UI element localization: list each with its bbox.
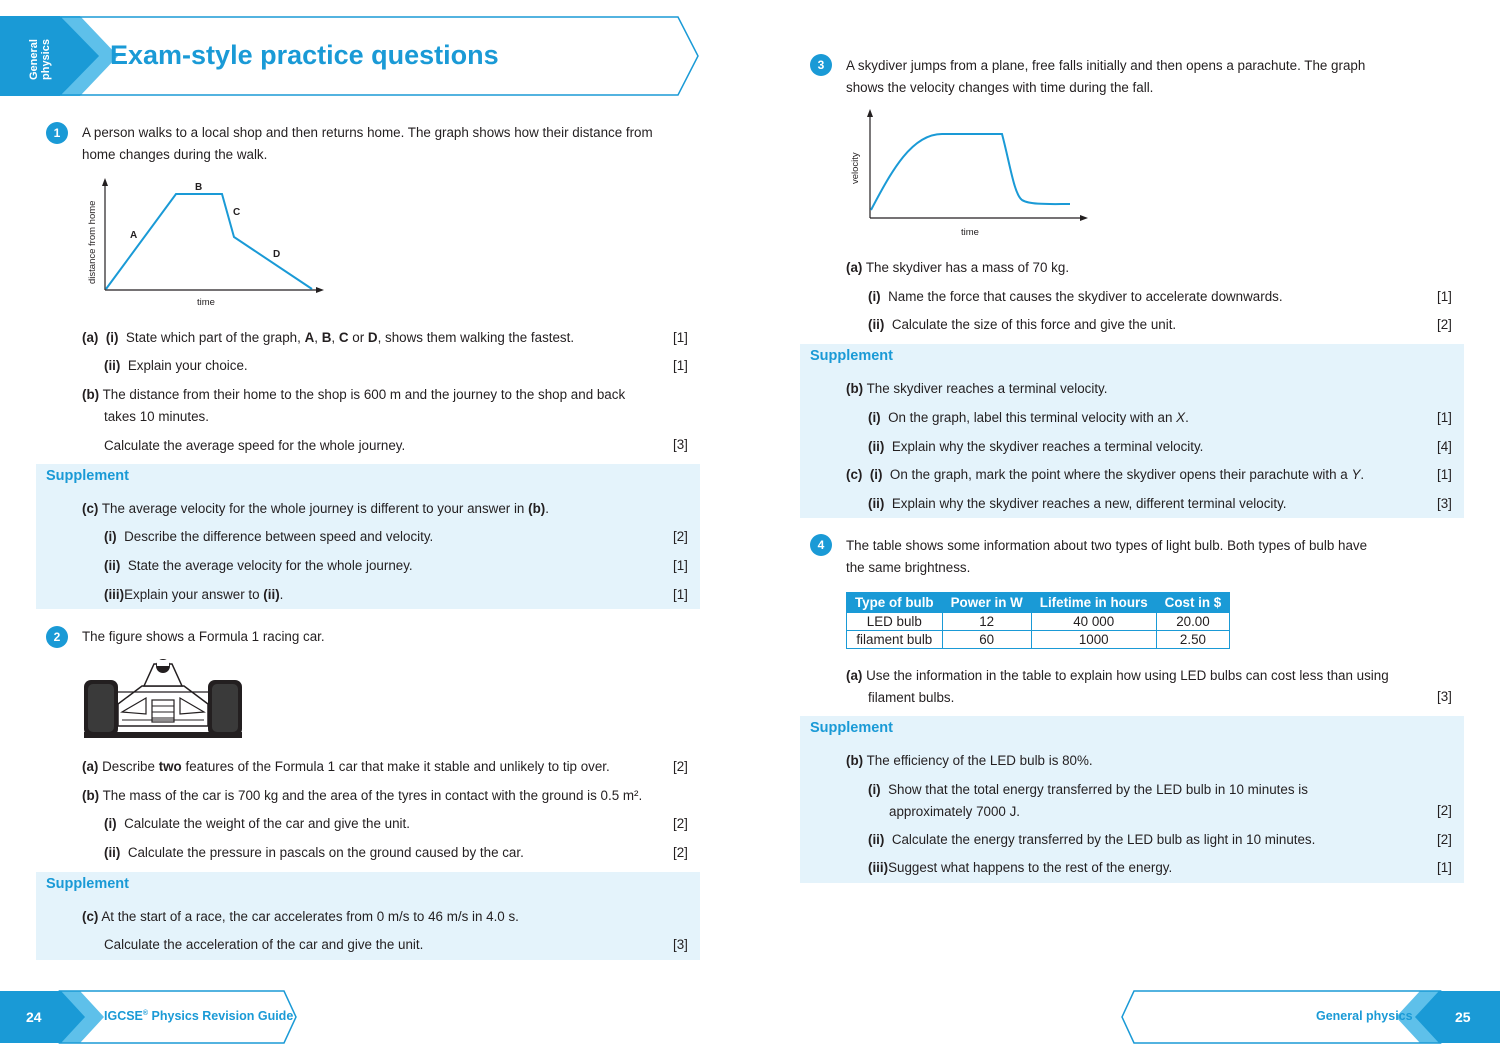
q1-aii-label: (ii) [104, 358, 121, 373]
table-cell: 60 [942, 631, 1031, 649]
q2-a-mark: [2] [673, 759, 688, 774]
q3-c-ii [868, 493, 1287, 515]
q1-ai-mark: [1] [673, 330, 688, 345]
q3-graph-ylabel: velocity [850, 152, 861, 184]
q1-intro [82, 122, 692, 166]
q3-bi-label: (i) [868, 410, 881, 425]
q4-bii-text: Calculate the energy transferred by the LED bulb as light in 10 minutes. [891, 832, 1316, 847]
q1-c-label: (c) [82, 501, 99, 516]
q3-cii-label: (ii) [868, 496, 885, 511]
chapter-tab [26, 30, 60, 86]
q1-graph-label-a: A [130, 230, 138, 241]
q4-intro [846, 535, 1446, 579]
q3-bii-label: (ii) [868, 439, 885, 454]
q1-aii-mark: [1] [673, 358, 688, 373]
q1-c-i [104, 526, 433, 548]
q3-ci-text: On the graph, mark the point where the skydiver opens their parachute with a [889, 467, 1348, 482]
q4-bi-mark: [2] [1437, 803, 1452, 818]
q1-a-i: (a) (i) State which part of the graph, A, B, C or D, shows them walking the fastest. [82, 330, 575, 345]
q1-b-mark: [3] [673, 437, 688, 452]
q3-b-ii [868, 436, 1203, 458]
q2-a-text-pre: Describe [102, 759, 155, 774]
q4-b-label: (b) [846, 753, 864, 768]
q1-ai-label: (i) [105, 330, 119, 345]
q3-supplement-box [800, 344, 1464, 518]
footer-left-title-rest: Physics Revision Guide [148, 1009, 294, 1023]
q2-bii-mark: [2] [673, 845, 688, 860]
q3-b-i: (i) On the graph, label this terminal velocity with an X. [868, 410, 1189, 425]
q4-bi-line2: approximately 7000 J. [889, 804, 1021, 819]
q4-a-line1: Use the information in the table to explain how using LED bulbs can cost less than using [866, 668, 1389, 683]
q3-velocity-time-graph [840, 104, 1100, 244]
q4-bii-mark: [2] [1437, 832, 1452, 847]
q1-ai-text-post: , shows them walking the fastest. [377, 330, 575, 345]
q4-b-text: The efficiency of the LED bulb is 80%. [866, 753, 1093, 768]
q2-a-text-post: features of the Formula 1 car that make it stable and unlikely to tip over. [185, 759, 610, 774]
q2-supplement-title: Supplement [46, 876, 129, 892]
table-header: Type of bulb [847, 593, 943, 613]
q2-bi-mark: [2] [673, 816, 688, 831]
q1-distance-time-graph [80, 172, 340, 312]
table-cell: 2.50 [1156, 631, 1230, 649]
q1-ai-or: or [352, 330, 365, 345]
q4-supplement-title: Supplement [810, 720, 893, 736]
footer-left-title [104, 1009, 293, 1023]
q1-graph-label-d: D [273, 249, 281, 260]
q2-intro: The figure shows a Formula 1 racing car. [82, 629, 325, 644]
q2-c [82, 906, 519, 928]
q2-bii-label: (ii) [104, 845, 121, 860]
table-header: Power in W [942, 593, 1031, 613]
q1-ciii-label: (iii) [104, 587, 125, 602]
q1-ci-label: (i) [104, 529, 117, 544]
table-header: Lifetime in hours [1031, 593, 1156, 613]
q1-ai-c: C [338, 330, 349, 345]
chapter-tab-line2: physics [40, 39, 52, 80]
q1-ai-text: State which part of the graph, [125, 330, 301, 345]
q2-b-i [104, 813, 410, 835]
table-row [847, 613, 1230, 631]
q3-bii-mark: [4] [1437, 439, 1452, 454]
q3-ai-text: Name the force that causes the skydiver to accelerate downwards. [888, 289, 1283, 304]
q1-ai-a: A [304, 330, 315, 345]
q3-ci-mark: [1] [1437, 467, 1452, 482]
q2-bi-text: Calculate the weight of the car and give the unit. [124, 816, 410, 831]
q3-bi-var: X [1176, 410, 1186, 425]
q3-ci-label: (i) [869, 467, 883, 482]
q1-graph-label-c: C [233, 207, 241, 218]
q1-ciii-ref: (ii) [263, 587, 280, 602]
q1-b-line2: takes 10 minutes. [104, 409, 209, 424]
q1-graph-xlabel: time [197, 297, 215, 308]
chapter-tab-line1: General [28, 39, 40, 80]
q3-bii-text: Explain why the skydiver reaches a terminal velocity. [891, 439, 1204, 454]
footer-left-title-main: IGCSE [104, 1009, 143, 1023]
footer-right-title: General physics [1316, 1009, 1413, 1023]
q3-intro-line2: shows the velocity changes with time during the fall. [846, 80, 1154, 95]
q4-bi-label: (i) [868, 782, 881, 797]
q3-cii-mark: [3] [1437, 496, 1452, 511]
q1-supplement-title: Supplement [46, 468, 129, 484]
q1-ai-d: D [367, 330, 378, 345]
q3-graph-xlabel: time [961, 227, 979, 238]
q4-b [846, 750, 1093, 772]
q4-b-ii [868, 829, 1315, 851]
table-cell: 20.00 [1156, 613, 1230, 631]
q3-intro [846, 55, 1446, 99]
q3-c-label: (c) [846, 467, 863, 482]
q4-a-label: (a) [846, 668, 863, 683]
q3-ai-label: (i) [868, 289, 881, 304]
table-row [847, 631, 1230, 649]
q3-supplement-title: Supplement [810, 348, 893, 364]
q2-b-label: (b) [82, 788, 100, 803]
q4-a [846, 665, 1436, 709]
q3-aii-text: Calculate the size of this force and give the unit. [891, 317, 1177, 332]
q1-b-line1: The distance from their home to the shop is 600 m and the journey to the shop and back [102, 387, 626, 402]
footer-right-banner [1120, 990, 1500, 1046]
q2-b-text: The mass of the car is 700 kg and the area of the tyres in contact with the ground is 0.5 m². [102, 788, 643, 803]
table-cell: 40 000 [1031, 613, 1156, 631]
q1-graph-ylabel: distance from home [87, 200, 98, 284]
table-cell: 12 [942, 613, 1031, 631]
q1-ci-mark: [2] [673, 529, 688, 544]
q2-bii-text: Calculate the pressure in pascals on the ground caused by the car. [127, 845, 524, 860]
q3-ai-mark: [1] [1437, 289, 1452, 304]
q1-b-label: (b) [82, 387, 100, 402]
q2-a-bold: two [158, 759, 182, 774]
q4-biii-label: (iii) [868, 860, 889, 875]
table-header: Cost in $ [1156, 593, 1230, 613]
q3-a-ii [868, 314, 1176, 336]
q3-cii-text: Explain why the skydiver reaches a new, different terminal velocity. [891, 496, 1287, 511]
question-number-2: 2 [46, 626, 68, 648]
q3-intro-line1: A skydiver jumps from a plane, free falls initially and then opens a parachute. The graph [846, 58, 1366, 73]
q3-aii-mark: [2] [1437, 317, 1452, 332]
q1-a-ii [104, 355, 248, 377]
q1-ai-b: B [321, 330, 332, 345]
q3-ci-var: Y [1351, 467, 1361, 482]
q1-a-label: (a) [82, 330, 99, 345]
q1-cii-mark: [1] [673, 558, 688, 573]
q2-b [82, 785, 642, 807]
q4-intro-line1: The table shows some information about two types of light bulb. Both types of bulb have [846, 538, 1368, 553]
table-cell: 1000 [1031, 631, 1156, 649]
q3-aii-label: (ii) [868, 317, 885, 332]
q3-bi-text: On the graph, label this terminal velocity with an [888, 410, 1173, 425]
q2-a-label: (a) [82, 759, 99, 774]
q4-biii-mark: [1] [1437, 860, 1452, 875]
footer-left-registered: ® [142, 1009, 149, 1017]
q1-c: (c) The average velocity for the whole journey is different to your answer in (b). [82, 501, 549, 516]
q3-a-i [868, 286, 1283, 308]
page-number-left: 24 [26, 1009, 42, 1025]
q3-a-text: The skydiver has a mass of 70 kg. [865, 260, 1070, 275]
q2-a [82, 756, 610, 778]
q1-c-ii [104, 555, 413, 577]
light-bulb-table [846, 592, 1230, 649]
q4-intro-line2: the same brightness. [846, 560, 971, 575]
q2-c-label: (c) [82, 909, 99, 924]
q4-bii-label: (ii) [868, 832, 885, 847]
q1-b-line3: Calculate the average speed for the whole journey. [104, 438, 406, 453]
formula1-car-illustration [82, 656, 244, 742]
question-number-4: 4 [810, 534, 832, 556]
q1-aii-text: Explain your choice. [127, 358, 248, 373]
q4-biii-text: Suggest what happens to the rest of the energy. [888, 860, 1173, 875]
table-cell: filament bulb [847, 631, 943, 649]
q1-c-iii: (iii)Explain your answer to (ii). [104, 587, 284, 602]
q1-graph-label-b: B [195, 182, 203, 193]
q1-ciii-mark: [1] [673, 587, 688, 602]
q1-intro-line2: home changes during the walk. [82, 147, 268, 162]
q3-b [846, 378, 1107, 400]
page-number-right: 25 [1455, 1009, 1471, 1025]
q3-c-i: (c) (i) On the graph, mark the point where the skydiver opens their parachute with a Y. [846, 467, 1365, 482]
q1-c-text: The average velocity for the whole journey is different to your answer in [101, 501, 525, 516]
q4-a-line2: filament bulbs. [868, 690, 955, 705]
question-number-3: 3 [810, 54, 832, 76]
q3-bi-mark: [1] [1437, 410, 1452, 425]
q4-bi-line1: Show that the total energy transferred by the LED bulb in 10 minutes is [888, 782, 1308, 797]
q4-b-iii [868, 857, 1172, 879]
q4-a-mark: [3] [1437, 689, 1452, 704]
q1-c-ref: (b) [528, 501, 546, 516]
q2-c-line2: Calculate the acceleration of the car and give the unit. [104, 937, 424, 952]
q1-ci-text: Describe the difference between speed and velocity. [124, 529, 434, 544]
q2-bi-label: (i) [104, 816, 117, 831]
page-title: Exam-style practice questions [110, 40, 499, 70]
q2-c-text: At the start of a race, the car accelerates from 0 m/s to 46 m/s in 4.0 s. [101, 909, 519, 924]
q2-b-ii [104, 842, 524, 864]
q3-a-label: (a) [846, 260, 863, 275]
q2-c-mark: [3] [673, 937, 688, 952]
q1-cii-label: (ii) [104, 558, 121, 573]
q1-b [82, 384, 662, 457]
q1-ciii-text: Explain your answer to [124, 587, 260, 602]
q3-b-label: (b) [846, 381, 864, 396]
q1-intro-line1: A person walks to a local shop and then returns home. The graph shows how their distance from [82, 125, 653, 140]
q4-b-i [868, 779, 1408, 823]
q3-a [846, 257, 1069, 279]
q3-b-text: The skydiver reaches a terminal velocity. [866, 381, 1108, 396]
q1-cii-text: State the average velocity for the whole journey. [127, 558, 413, 573]
table-cell: LED bulb [847, 613, 943, 631]
question-number-1: 1 [46, 122, 68, 144]
